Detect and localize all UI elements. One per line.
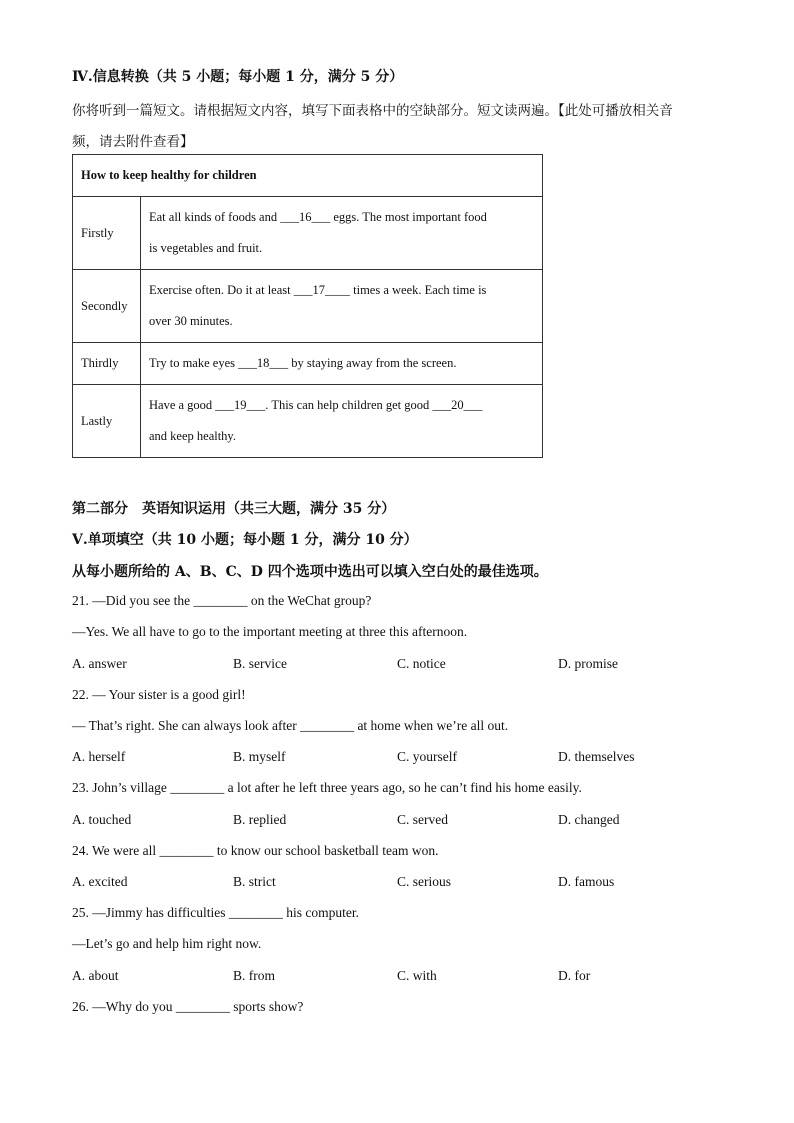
question-22-line-2: — That’s right. She can always look after ________ at home when we’re all out. xyxy=(72,718,509,733)
blank-19: ___19___ xyxy=(215,398,266,412)
section-4-instruction-line-2: 频，请去附件查看】 xyxy=(72,134,194,150)
table-header: How to keep healthy for children xyxy=(73,155,543,197)
q22-option-a: A. herself xyxy=(72,749,126,764)
q23-option-c: C. served xyxy=(397,812,448,827)
blank-20: ___20___ xyxy=(432,398,483,412)
table-row xyxy=(73,343,543,385)
row-label: Lastly xyxy=(73,385,141,458)
row-text: eggs. The most important food xyxy=(330,210,487,224)
info-table xyxy=(72,154,543,458)
q21-option-d: D. promise xyxy=(558,656,618,671)
q23-option-d: D. changed xyxy=(558,812,620,827)
part-2-title: 第二部分 英语知识运用（共三大题，满分 35 分） xyxy=(72,501,396,517)
q24-option-b: B. strict xyxy=(233,874,276,889)
q21-option-c: C. notice xyxy=(397,656,446,671)
table-row xyxy=(73,270,543,343)
blank-18: ___18___ xyxy=(238,356,289,370)
row-text: Exercise often. Do it at least xyxy=(149,283,294,297)
row-description xyxy=(141,270,543,343)
question-23-line-1: 23. John’s village ________ a lot after he left three years ago, so he can’t find his home easily. xyxy=(72,780,582,795)
q24-option-a: A. excited xyxy=(72,874,128,889)
blank-16: ___16___ xyxy=(280,210,331,224)
q23-option-b: B. replied xyxy=(233,812,287,827)
row-text: Eat all kinds of foods and xyxy=(149,210,281,224)
q24-option-c: C. serious xyxy=(397,874,451,889)
section-5-title: Ⅴ.单项填空（共 10 小题；每小题 1 分，满分 10 分） xyxy=(72,532,418,548)
row-description xyxy=(141,197,543,270)
q22-option-b: B. myself xyxy=(233,749,286,764)
question-25-line-2: —Let’s go and help him right now. xyxy=(72,936,262,951)
q25-option-b: B. from xyxy=(233,968,275,983)
row-text: over 30 minutes. xyxy=(149,314,233,328)
question-21-line-2: —Yes. We all have to go to the important meeting at three this afternoon. xyxy=(72,624,468,639)
row-text: . This can help children get good xyxy=(265,398,433,412)
row-text: by staying away from the screen. xyxy=(288,356,457,370)
row-text: times a week. Each time is xyxy=(350,283,487,297)
row-text: Have a good xyxy=(149,398,216,412)
q21-option-a: A. answer xyxy=(72,656,127,671)
table-row xyxy=(73,197,543,270)
q23-option-a: A. touched xyxy=(72,812,132,827)
question-21-line-1: 21. —Did you see the ________ on the WeChat group? xyxy=(72,593,372,608)
q25-option-d: D. for xyxy=(558,968,591,983)
section-5-instruction: 从每小题所给的 A、B、C、D 四个选项中选出可以填入空白处的最佳选项。 xyxy=(72,564,548,580)
section-4-title: Ⅳ.信息转换（共 5 小题；每小题 1 分，满分 5 分） xyxy=(72,69,404,85)
row-text: is vegetables and fruit. xyxy=(149,241,263,255)
question-26-line-1: 26. —Why do you ________ sports show? xyxy=(72,999,304,1014)
question-24-line-1: 24. We were all ________ to know our school basketball team won. xyxy=(72,843,439,858)
section-4-instruction-line-1: 你将听到一篇短文。请根据短文内容，填写下面表格中的空缺部分。短文读两遍。【此处可播放相关音 xyxy=(72,103,673,119)
table-row xyxy=(73,385,543,458)
blank-17: ___17____ xyxy=(293,283,350,297)
q25-option-c: C. with xyxy=(397,968,437,983)
question-25-line-1: 25. —Jimmy has difficulties ________ his computer. xyxy=(72,905,359,920)
row-description xyxy=(141,343,543,385)
row-text: Try to make eyes xyxy=(149,356,239,370)
row-label: Secondly xyxy=(73,270,141,343)
row-label: Firstly xyxy=(73,197,141,270)
row-label: Thirdly xyxy=(73,343,141,385)
question-22-line-1: 22. — Your sister is a good girl! xyxy=(72,687,246,702)
q25-option-a: A. about xyxy=(72,968,119,983)
row-description xyxy=(141,385,543,458)
row-text: and keep healthy. xyxy=(149,429,236,443)
q21-option-b: B. service xyxy=(233,656,287,671)
q22-option-c: C. yourself xyxy=(397,749,457,764)
q24-option-d: D. famous xyxy=(558,874,615,889)
q22-option-d: D. themselves xyxy=(558,749,635,764)
